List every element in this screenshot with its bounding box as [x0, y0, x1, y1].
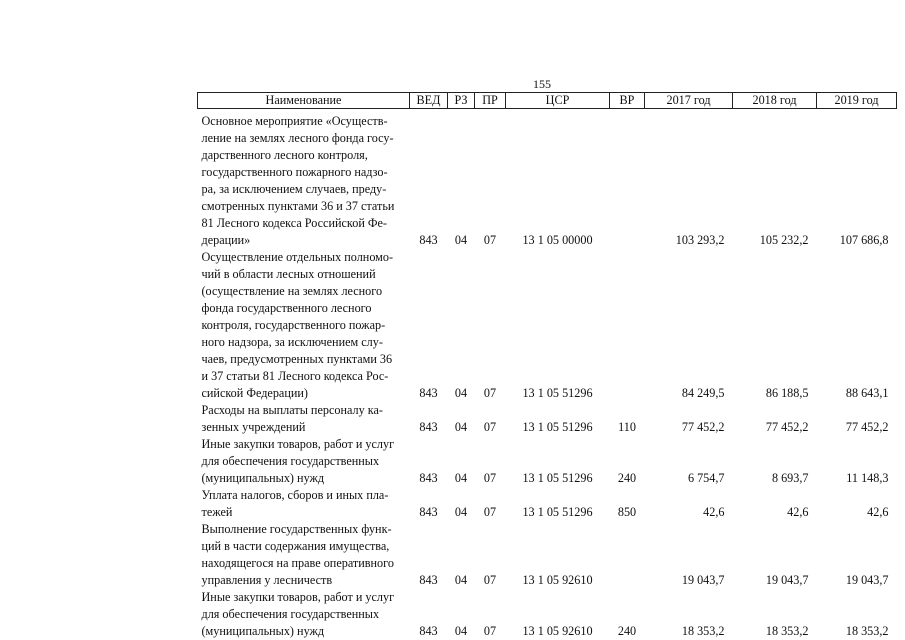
row-csr: 13 1 05 00000: [522, 233, 593, 247]
row-2019: 107 686,8: [839, 233, 889, 247]
row-2019: 77 452,2: [845, 420, 889, 434]
row-vr: [610, 521, 645, 589]
row-ved: 843: [419, 505, 438, 519]
row-pr: 07: [483, 471, 497, 485]
row-2017: 19 043,7: [681, 573, 725, 587]
row-ved: 843: [419, 420, 438, 434]
header-rz: РЗ: [448, 93, 475, 109]
row-2019: 88 643,1: [845, 386, 889, 400]
row-vr: [610, 249, 645, 402]
header-2018: 2018 год: [733, 93, 817, 109]
row-csr: 13 1 05 51296: [522, 505, 593, 519]
header-2017: 2017 год: [645, 93, 733, 109]
row-rz: 04: [454, 420, 468, 434]
header-vr: ВР: [610, 93, 645, 109]
row-csr: 13 1 05 51296: [522, 471, 593, 485]
row-name: Осуществление отдельных полномо- чий в области лесных отношений (осуществление на землях лесного фонда государственного лесного контроля, государственного пожар- ного надзора, за исключением слу- чаев, предусмотренных пунктами 36 и 37 статьи 81 Лесного кодекса Рос- сийской Федерации): [201, 250, 394, 400]
row-csr: 13 1 05 92610: [522, 573, 593, 587]
table-row: [198, 109, 897, 250]
row-rz: 04: [454, 233, 468, 247]
row-ved: 843: [419, 624, 438, 638]
row-name: Выполнение государственных функ- ций в части содержания имущества, находящегося на праве оперативного управления у лесничеств: [201, 522, 394, 587]
table-row: [198, 589, 897, 640]
row-2018: 19 043,7: [765, 573, 809, 587]
row-2017: 84 249,5: [681, 386, 725, 400]
row-2017: 103 293,2: [675, 233, 725, 247]
row-2018: 42,6: [787, 505, 809, 519]
row-name: Уплата налогов, сборов и иных пла- тежей: [201, 488, 389, 519]
budget-table: [197, 92, 897, 640]
row-name: Иные закупки товаров, работ и услуг для обеспечения государственных (муниципальных) нужд: [201, 437, 395, 485]
row-csr: 13 1 05 92610: [522, 624, 593, 638]
row-name: Расходы на выплаты персоналу ка- зенных учреждений: [201, 403, 383, 434]
row-pr: 07: [483, 573, 497, 587]
table-row: [198, 436, 897, 487]
row-name: Основное мероприятие «Осуществ- ление на землях лесного фонда госу- дарственного лесного контроля, государственного пожарного надзо- ра, за исключением случаев, преду- смотренных пунктами 36 и 37 статьи 81 Лесного кодекса Российской Фе- дерации»: [201, 114, 395, 247]
row-rz: 04: [454, 386, 468, 400]
row-2017: 18 353,2: [681, 624, 725, 638]
row-2019: 18 353,2: [845, 624, 889, 638]
row-vr: 110: [618, 420, 636, 434]
row-2018: 86 188,5: [765, 386, 809, 400]
header-ved: ВЕД: [410, 93, 448, 109]
row-ved: 843: [419, 233, 438, 247]
row-2018: 8 693,7: [771, 471, 809, 485]
row-pr: 07: [483, 505, 497, 519]
row-2018: 105 232,2: [759, 233, 809, 247]
table-row: [198, 487, 897, 521]
row-vr: 240: [617, 471, 637, 485]
row-csr: 13 1 05 51296: [522, 386, 593, 400]
table-row: [198, 521, 897, 589]
row-pr: 07: [483, 420, 497, 434]
row-rz: 04: [454, 471, 468, 485]
table-row: [198, 402, 897, 436]
header-csr: ЦСР: [506, 93, 610, 109]
row-rz: 04: [454, 573, 468, 587]
header-pr: ПР: [475, 93, 506, 109]
row-2018: 18 353,2: [765, 624, 809, 638]
row-rz: 04: [454, 505, 468, 519]
row-2017: 6 754,7: [687, 471, 725, 485]
row-2019: 19 043,7: [845, 573, 889, 587]
row-csr: 13 1 05 51296: [522, 420, 593, 434]
row-vr: [610, 109, 645, 250]
row-2017: 77 452,2: [681, 420, 725, 434]
row-2017: 42,6: [703, 505, 725, 519]
header-2019: 2019 год: [817, 93, 897, 109]
row-name: Иные закупки товаров, работ и услуг для обеспечения государственных (муниципальных) нужд: [201, 590, 395, 638]
table-header-row: [198, 93, 897, 109]
row-pr: 07: [483, 233, 497, 247]
row-2019: 42,6: [867, 505, 889, 519]
row-ved: 843: [419, 471, 438, 485]
header-name: Наименование: [198, 93, 410, 109]
row-vr: 240: [617, 624, 637, 638]
row-pr: 07: [483, 624, 497, 638]
row-2019: 11 148,3: [846, 471, 889, 485]
page-number: 155: [533, 77, 551, 91]
row-rz: 04: [454, 624, 468, 638]
row-vr: 850: [617, 505, 637, 519]
row-ved: 843: [419, 386, 438, 400]
row-2018: 77 452,2: [765, 420, 809, 434]
row-ved: 843: [419, 573, 438, 587]
table-row: [198, 249, 897, 402]
row-pr: 07: [483, 386, 497, 400]
